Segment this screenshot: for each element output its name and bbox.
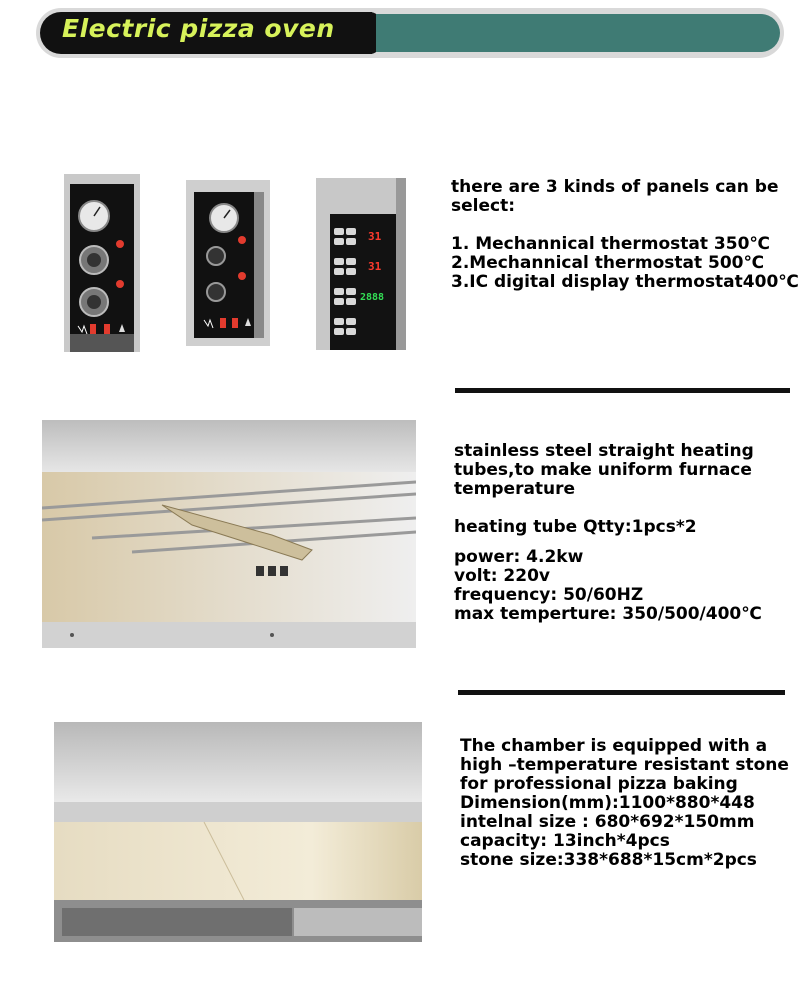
panel-digital-400-image: [316, 178, 406, 350]
spec-line: volt: 220v: [454, 566, 550, 586]
text-line: intelnal size : 680*692*150mm: [460, 812, 755, 832]
text-line: for professional pizza baking: [460, 774, 738, 794]
text-line: 1. Mechannical thermostat 350℃: [451, 234, 770, 254]
text-line: tubes,to make uniform furnace: [454, 460, 752, 480]
text-line: stone size:338*688*15cm*2pcs: [460, 850, 757, 870]
heating-tubes-text: [454, 442, 754, 537]
page-title: Electric pizza oven: [62, 14, 335, 43]
stone-chamber-photo: [54, 722, 422, 942]
divider-line: [455, 388, 790, 393]
text-line: [454, 499, 754, 518]
specs-text: [454, 548, 762, 624]
text-line: temperature: [454, 479, 576, 499]
spec-line: max temperture: 350/500/400℃: [454, 604, 762, 624]
text-line: The chamber is equipped with a: [460, 736, 768, 756]
text-line: capacity: 13inch*4pcs: [460, 831, 670, 851]
header-accent-bar: [376, 14, 780, 52]
panel-mechanical-350-image: [64, 174, 140, 352]
text-line: select:: [451, 196, 516, 216]
text-line: [451, 216, 799, 235]
text-line: stainless steel straight heating: [454, 441, 754, 461]
heating-tubes-photo: [42, 420, 416, 648]
panel-display-2: 31: [368, 260, 382, 273]
panel-display-1: 31: [368, 230, 382, 243]
divider-line: [458, 690, 785, 695]
panel-display-3: 2888: [360, 292, 385, 303]
text-line: there are 3 kinds of panels can be: [451, 177, 779, 197]
panel-mechanical-500-image: [186, 180, 270, 346]
spec-line: power: 4.2kw: [454, 547, 584, 567]
spec-line: frequency: 50/60HZ: [454, 585, 644, 605]
stone-chamber-text: [460, 737, 789, 870]
text-line: high –temperature resistant stone: [460, 755, 789, 775]
text-line: 2.Mechannical thermostat 500℃: [451, 253, 765, 273]
text-line: heating tube Qtty:1pcs*2: [454, 517, 697, 537]
text-line: 3.IC digital display thermostat400℃: [451, 272, 799, 292]
text-line: Dimension(mm):1100*880*448: [460, 793, 755, 813]
panel-options-text: [451, 178, 799, 292]
